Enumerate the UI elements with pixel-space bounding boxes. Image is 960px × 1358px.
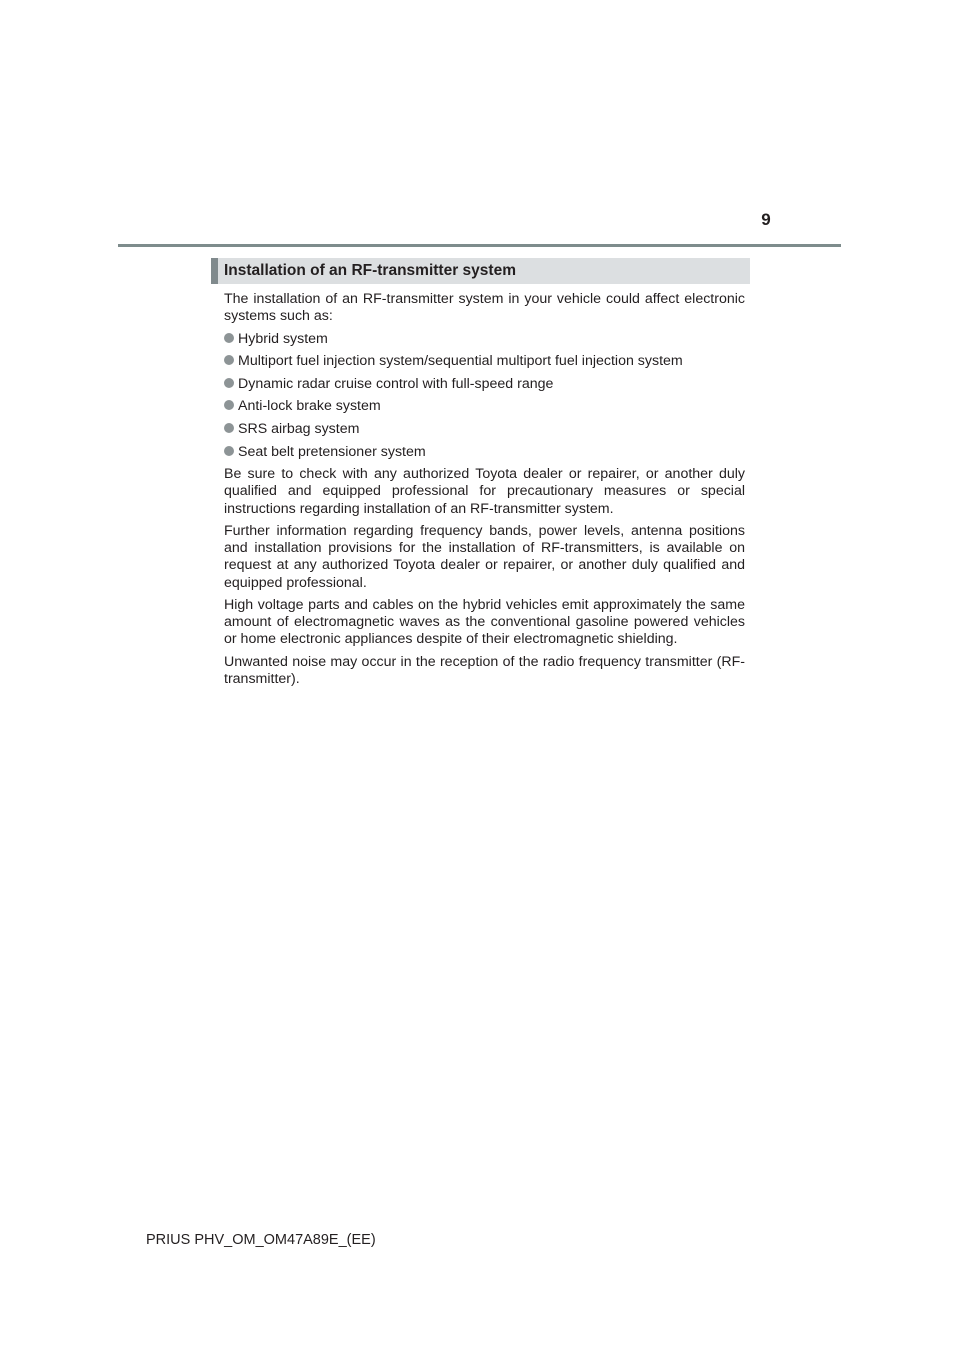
bullet-icon [224, 423, 234, 433]
list-item-text: Anti-lock brake system [238, 398, 381, 415]
section-header [211, 258, 750, 284]
list-item-text: Hybrid system [238, 330, 328, 347]
list-item [224, 444, 745, 461]
list-item [224, 421, 745, 438]
bullet-icon [224, 446, 234, 456]
list-item [224, 376, 745, 393]
footer-doc-code: PRIUS PHV_OM_OM47A89E_(EE) [146, 1232, 376, 1248]
bullet-icon [224, 378, 234, 388]
list-item-text: Multiport fuel injection system/sequential multiport fuel injection system [238, 353, 683, 370]
list-item [224, 331, 745, 348]
further-info-paragraph: Further information regarding frequency bands, power levels, antenna positions and installation provisions for the installation of RF-transmitters, is available on request at any authorized Toyota dealer or repairer, or another duly qualified and equipped professional. [224, 522, 745, 591]
list-item [224, 398, 745, 415]
noise-paragraph: Unwanted noise may occur in the reception of the radio frequency transmitter (RF-transmitter). [224, 653, 745, 687]
intro-paragraph: The installation of an RF-transmitter system in your vehicle could affect electronic systems such as: [224, 291, 745, 325]
dealer-check-paragraph: Be sure to check with any authorized Toyota dealer or repairer, or another duly qualified and equipped professional for precautionary measures or special instructions regarding installation of an RF-transmitter system. [224, 466, 745, 517]
header-rule [118, 244, 841, 247]
list-item-text: Dynamic radar cruise control with full-speed range [238, 375, 554, 392]
bullet-icon [224, 400, 234, 410]
section-body [224, 291, 745, 693]
affected-systems-list [224, 331, 745, 461]
list-item [224, 353, 745, 370]
page-number: 9 [761, 210, 771, 229]
bullet-icon [224, 333, 234, 343]
list-item-text: SRS airbag system [238, 420, 360, 437]
bullet-icon [224, 355, 234, 365]
high-voltage-paragraph: High voltage parts and cables on the hybrid vehicles emit approximately the same amount of electromagnetic waves as the conventional gasoline powered vehicles or home electronic appliances despite of their electromagnetic shielding. [224, 596, 745, 648]
section-title: Installation of an RF-transmitter system [224, 262, 516, 279]
list-item-text: Seat belt pretensioner system [238, 443, 426, 460]
